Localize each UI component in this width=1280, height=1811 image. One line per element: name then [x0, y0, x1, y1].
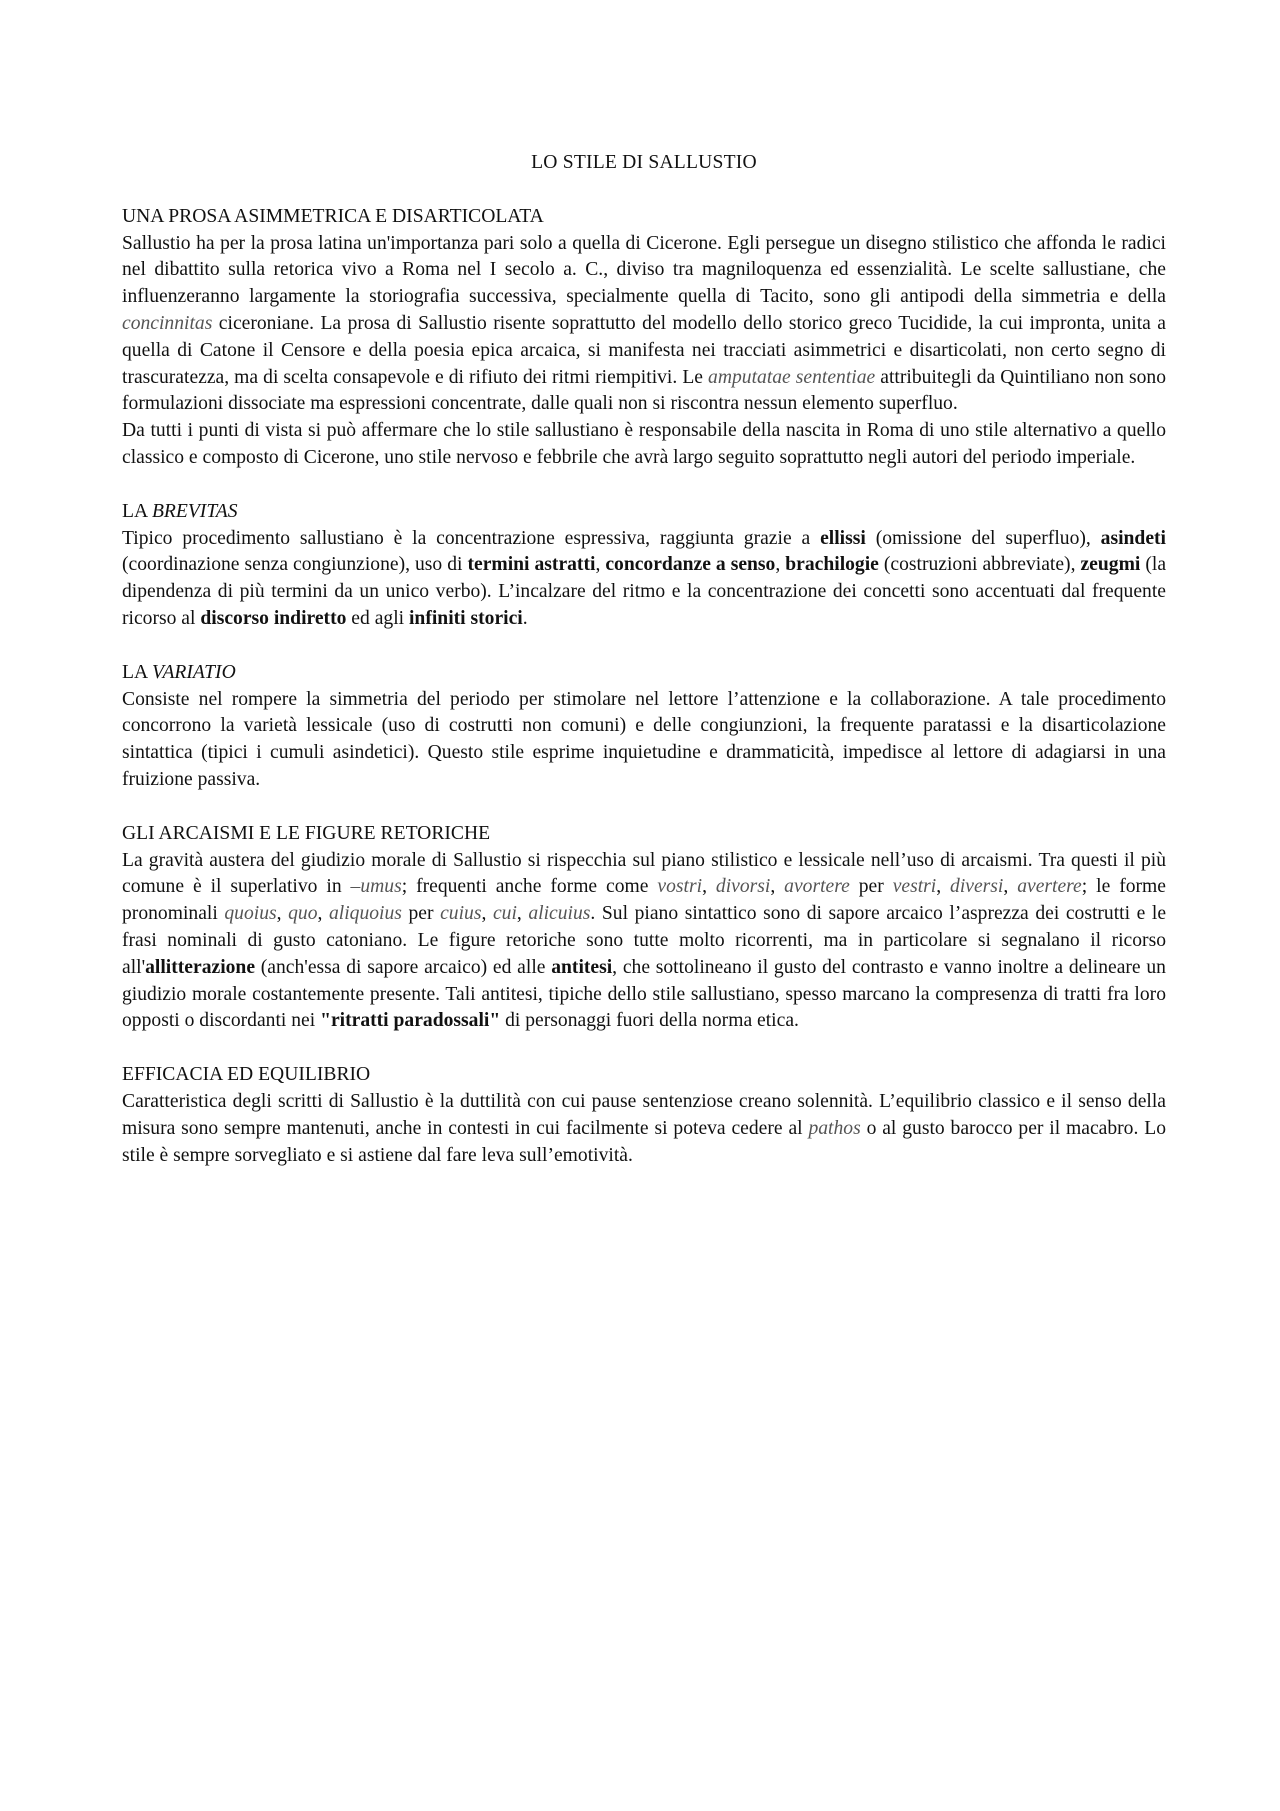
- paragraph: [122, 687, 1166, 794]
- text-run: di personaggi fuori della norma etica.: [500, 1010, 799, 1032]
- section-heading: [122, 660, 1166, 687]
- text-run: .: [522, 607, 528, 629]
- latin-term: vestri: [892, 876, 937, 898]
- section: [122, 660, 1166, 794]
- section: [122, 821, 1166, 1035]
- paragraph: [122, 1089, 1166, 1169]
- text-run: ,: [775, 554, 786, 576]
- latin-term: aliquoius: [328, 903, 402, 925]
- heading-run: VARIATIO: [151, 661, 236, 683]
- latin-term: concinnitas: [122, 312, 213, 334]
- bold-term: concordanze a senso: [605, 554, 776, 576]
- text-run: ,: [516, 903, 529, 925]
- text-run: ,: [1003, 876, 1018, 898]
- document-body: [122, 204, 1166, 1170]
- heading-run: BREVITAS: [151, 500, 238, 522]
- text-run: Tipico procedimento sallustiano è la concentrazione espressiva, raggiunta grazie a: [122, 527, 821, 549]
- text-run: attribuitegli da Quintiliano non sono formulazioni dissociate ma espressioni concentrate, dalle quali non si riscontra nessun elemento superfluo.: [122, 366, 1167, 415]
- section-heading: [122, 204, 1166, 231]
- text-run: Caratteristica degli scritti di Sallustio è la duttilità con cui pause sentenziose creano solennità. L’equilibrio classico e il senso della misura sono sempre mantenuti, anche in contesti in cui facilmente si poteva cedere al: [122, 1090, 1166, 1139]
- paragraph: [122, 848, 1166, 1036]
- text-run: ,: [936, 876, 951, 898]
- section-heading: [122, 1062, 1166, 1089]
- bold-term: infiniti storici: [408, 607, 523, 629]
- text-run: Consiste nel rompere la simmetria del periodo per stimolare nel lettore l’attenzione e la collaborazione. A tale procedimento concorrono la varietà lessicale (uso di costrutti non comuni) e delle congiunzioni, la frequente paratassi e la disarticolazione sintattica (tipici i cumuli asindetici). Questo stile esprime inquietudine e drammaticità, impedisce al lettore di adagiarsi in una fruizione passiva.: [122, 688, 1166, 790]
- heading-run: GLI ARCAISMI E LE FIGURE RETORICHE: [122, 822, 491, 844]
- text-run: Sallustio ha per la prosa latina un'importanza pari solo a quella di Cicerone. Egli persegue un disegno stilistico che affonda le radici nel dibattito sulla retorica vivo a Roma nel I secolo a. C., diviso tra magniloquenza ed essenzialità. Le scelte sallustiane, che influenzeranno largamente la storiografia successiva, specialmente quella di Tacito, sono gli antipodi della simmetria e della: [122, 232, 1166, 308]
- text-run: ; le forme pronominali: [122, 876, 1166, 925]
- heading-run: EFFICACIA ED EQUILIBRIO: [122, 1064, 371, 1086]
- latin-term: amputatae sententiae: [708, 366, 876, 388]
- latin-term: diversi: [950, 876, 1004, 898]
- text-run: ,: [770, 876, 785, 898]
- text-run: ,: [276, 903, 289, 925]
- section-heading: [122, 499, 1166, 526]
- latin-term: avortere: [784, 876, 850, 898]
- text-run: (coordinazione senza congiunzione), uso di: [122, 554, 468, 576]
- text-run: ,: [702, 876, 716, 898]
- text-run: ; frequenti anche forme come: [401, 876, 658, 898]
- section: [122, 204, 1166, 472]
- bold-term: "ritratti paradossali": [320, 1010, 501, 1032]
- latin-term: pathos: [808, 1117, 861, 1139]
- bold-term: brachilogie: [785, 554, 879, 576]
- bold-term: asindeti: [1100, 527, 1166, 549]
- bold-term: termini astratti: [467, 554, 596, 576]
- text-run: (omissione del superfluo),: [865, 527, 1101, 549]
- heading-run: LA: [122, 500, 152, 522]
- section: [122, 1062, 1166, 1169]
- latin-term: cui: [492, 903, 517, 925]
- bold-term: ellissi: [820, 527, 866, 549]
- text-run: per: [849, 876, 893, 898]
- paragraph: [122, 231, 1166, 419]
- latin-term: cuius: [440, 903, 482, 925]
- text-run: ,: [481, 903, 493, 925]
- latin-term: quoius: [224, 903, 277, 925]
- section: [122, 499, 1166, 633]
- latin-term: quo: [288, 903, 318, 925]
- text-run: Da tutti i punti di vista si può affermare che lo stile sallustiano è responsabile della nascita in Roma di uno stile alternativo a quello classico e composto di Cicerone, uno stile nervoso e febbrile che avrà largo seguito soprattutto negli autori del periodo imperiale.: [122, 420, 1166, 468]
- latin-term: alicuius: [528, 903, 591, 925]
- text-run: La gravità austera del giudizio morale di Sallustio si rispecchia sul piano stilistico e lessicale nell’uso di arcaismi. Tra questi il più comune è il superlativo in: [122, 849, 1166, 898]
- bold-term: allitterazione: [145, 956, 256, 978]
- document-title: LO STILE DI SALLUSTIO: [531, 152, 757, 173]
- text-run: ,: [317, 903, 329, 925]
- bold-term: zeugmi: [1080, 554, 1141, 576]
- text-run: ,: [595, 554, 606, 576]
- paragraph: [122, 418, 1166, 472]
- text-run: (anch'essa di sapore arcaico) ed alle: [255, 956, 552, 978]
- bold-term: discorso indiretto: [200, 607, 347, 629]
- text-run: o al gusto barocco per il macabro. Lo stile è sempre sorvegliato e si astiene dal fare leva sull’emotività.: [122, 1117, 1166, 1166]
- section-heading: [122, 821, 1166, 848]
- heading-run: LA: [122, 661, 152, 683]
- latin-term: –umus: [350, 876, 402, 898]
- bold-term: antitesi: [551, 956, 613, 978]
- latin-term: vostri: [657, 876, 703, 898]
- latin-term: divorsi: [715, 876, 771, 898]
- text-run: per: [401, 903, 441, 925]
- text-run: ciceroniane. La prosa di Sallustio risente soprattutto del modello dello storico greco Tucidide, la cui impronta, unita a quella di Catone il Censore e della poesia epica arcaica, si manifesta nei tracciati asimmetrici e disarticolati, non certo segno di trascuratezza, ma di scelta consapevole e di rifiuto dei ritmi riempitivi. Le: [122, 312, 1166, 388]
- text-run: ed agli: [346, 607, 409, 629]
- text-run: , che sottolineano il gusto del contrasto e vanno inoltre a delineare un giudizio morale costantemente presente. Tali antitesi, tipiche dello stile sallustiano, spesso marcano la compresenza di tratti fra loro opposti o discordanti nei: [122, 956, 1166, 1032]
- text-run: (costruzioni abbreviate),: [878, 554, 1081, 576]
- text-run: . Sul piano sintattico sono di sapore arcaico l’asprezza dei costrutti e le frasi nominali di gusto catoniano. Le figure retoriche sono tutte molto ricorrenti, ma in particolare si segnalano il ricorso all': [122, 903, 1167, 978]
- document-page: [122, 150, 1166, 1196]
- heading-run: UNA PROSA ASIMMETRICA E DISARTICOLATA: [122, 205, 544, 227]
- latin-term: avertere: [1017, 876, 1082, 898]
- text-run: (la dipendenza di più termini da un unico verbo). L’incalzare del ritmo e la concentrazione dei concetti sono accentuati dal frequente ricorso al: [122, 554, 1167, 629]
- paragraph: [122, 526, 1166, 633]
